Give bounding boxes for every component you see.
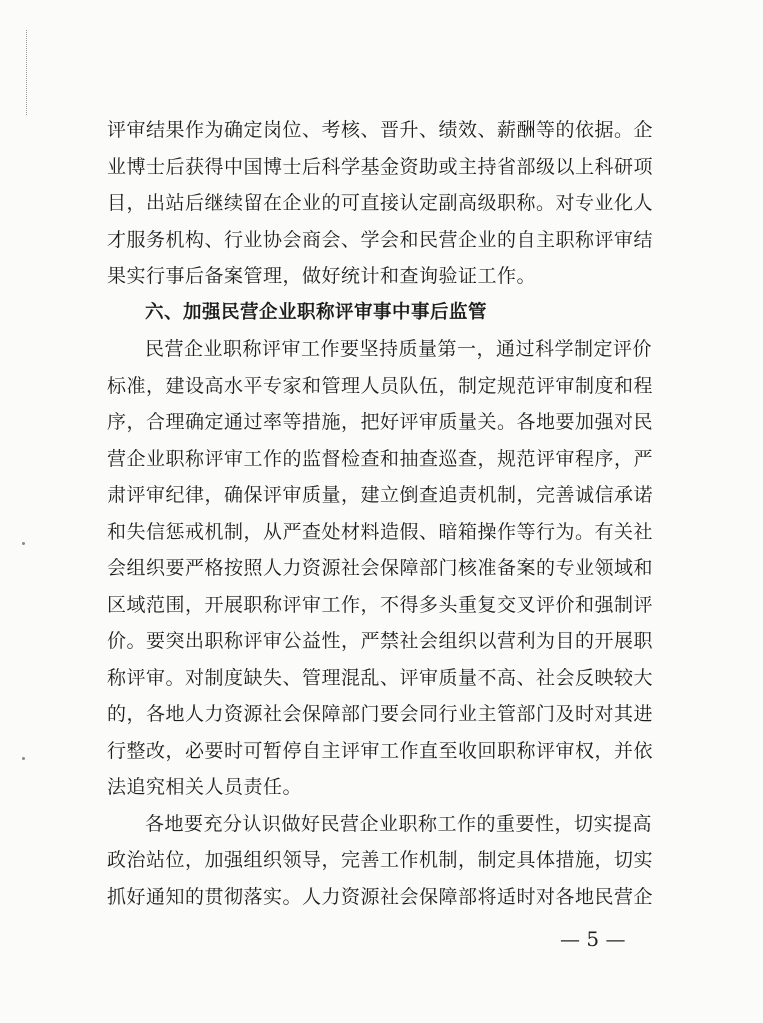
text-line: 果实行事后备案管理，做好统计和查询验证工作。 <box>107 265 537 287</box>
text-line: 评审结果作为确定岗位、考核、晋升、绩效、薪酬等的依据。企 <box>107 119 654 141</box>
section-heading: 六、加强民营企业职称评审事中事后监管 <box>145 301 488 323</box>
text-line: 各地要充分认识做好民营企业职称工作的重要性，切实提高 <box>145 812 653 835</box>
text-line: 和失信惩戒机制，从严查处材料造假、暗箱操作等行为。有关社 <box>107 520 654 543</box>
text-line: 法追究相关人员责任。 <box>107 776 303 798</box>
page-number: — 5 — <box>560 927 626 951</box>
text-line: 行整改，必要时可暂停自主评审工作直至收回职称评审权，并依 <box>107 739 654 762</box>
text-line: 价。要突出职称评审公益性，严禁社会组织以营利为目的开展职 <box>107 630 654 652</box>
text-line: 称评审。对制度缺失、管理混乱、评审质量不高、社会反映较大 <box>107 666 654 689</box>
text-line: 的，各地人力资源社会保障部门要会同行业主管部门及时对其进 <box>107 703 654 725</box>
text-line: 肃评审纪律，确保评审质量，建立倒查追责机制，完善诚信承诺 <box>107 484 654 506</box>
scan-speck <box>22 542 25 545</box>
text-line: 标准，建设高水平专家和管理人员队伍，制定规范评审制度和程 <box>107 374 654 397</box>
text-line: 才服务机构、行业协会商会、学会和民营企业的自主职称评审结 <box>107 228 654 251</box>
text-line: 区域范围，开展职称评审工作，不得多头重复交叉评价和强制评 <box>107 593 654 616</box>
text-line: 营企业职称评审工作的监督检查和抽查巡查，规范评审程序，严 <box>107 447 654 470</box>
text-line: 会组织要严格按照人力资源社会保障部门核准备案的专业领域和 <box>107 557 654 579</box>
scan-speck <box>22 757 25 760</box>
text-line: 抓好通知的贯彻落实。人力资源社会保障部将适时对各地民营企 <box>107 885 654 908</box>
text-line: 业博士后获得中国博士后科学基金资助或主持省部级以上科研项 <box>107 155 654 178</box>
document-body <box>107 112 652 915</box>
text-line: 序，合理确定通过率等措施，把好评审质量关。各地要加强对民 <box>107 411 654 433</box>
text-line: 民营企业职称评审工作要坚持质量第一，通过科学制定评价 <box>145 338 653 360</box>
text-line: 政治站位，加强组织领导，完善工作机制，制定具体措施，切实 <box>107 849 654 871</box>
scan-margin-artifact <box>26 30 30 115</box>
text-line: 目，出站后继续留在企业的可直接认定副高级职称。对专业化人 <box>107 192 654 214</box>
